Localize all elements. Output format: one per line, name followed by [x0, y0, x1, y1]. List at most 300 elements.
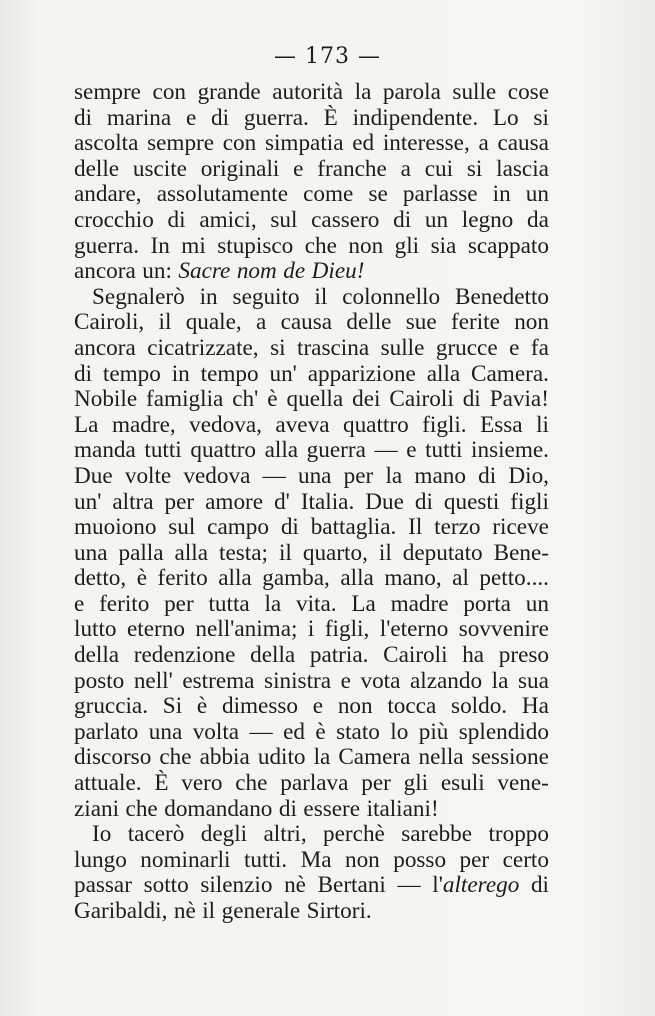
- word: delle: [74, 155, 120, 182]
- word: si: [270, 334, 286, 361]
- word: e: [509, 334, 520, 361]
- text-line: [74, 131, 549, 157]
- word: il: [158, 309, 172, 336]
- word: figli: [510, 488, 549, 515]
- word: battaglia.: [310, 514, 397, 541]
- word: sia: [430, 232, 457, 259]
- word: palla: [118, 539, 164, 566]
- word: esuli: [440, 770, 485, 797]
- word: nell'anima;: [195, 616, 298, 643]
- word: vene-: [497, 770, 549, 797]
- word: nell': [133, 667, 173, 694]
- text-line: [74, 106, 549, 132]
- word: seguito: [232, 283, 300, 310]
- text-line: [74, 771, 549, 797]
- word: ziani: [74, 795, 120, 822]
- word: dimesso: [221, 693, 298, 720]
- text-line: [74, 259, 549, 285]
- word: attuale.: [74, 770, 142, 797]
- text-line: [74, 362, 549, 388]
- word: delle: [346, 309, 392, 336]
- word: a: [478, 130, 489, 157]
- word: a: [256, 309, 267, 336]
- text-line: [74, 157, 549, 183]
- word: amici,: [199, 206, 257, 233]
- word: sarebbe: [401, 821, 473, 848]
- word: Due: [365, 488, 404, 515]
- word: come: [303, 181, 354, 208]
- word: parlato: [74, 718, 139, 745]
- word: Ma: [300, 846, 332, 873]
- word: volte: [124, 462, 172, 489]
- word: di: [74, 360, 93, 387]
- word: Si: [162, 693, 183, 720]
- word: insieme.: [471, 437, 549, 464]
- word: detto,: [74, 565, 127, 592]
- word: alla: [340, 565, 374, 592]
- word: è: [196, 693, 208, 720]
- word: nominarli: [140, 846, 231, 873]
- word: Benedetto: [454, 283, 549, 310]
- word: questi: [443, 488, 500, 515]
- text-line: [74, 797, 549, 823]
- word: l'alterego: [432, 872, 520, 899]
- word: originali: [200, 155, 280, 182]
- word: cose: [507, 79, 549, 105]
- word: non: [348, 232, 384, 259]
- word: una: [148, 718, 183, 745]
- word: cicatrizzate,: [147, 334, 259, 361]
- word: ferite: [450, 309, 500, 336]
- word: alla: [218, 565, 252, 592]
- word: La: [74, 411, 99, 438]
- word: quale,: [185, 309, 242, 336]
- word: con: [222, 130, 257, 157]
- word: tempo: [200, 360, 259, 387]
- word: È: [323, 104, 338, 131]
- word: lascia: [496, 155, 549, 182]
- word: di: [167, 206, 186, 233]
- word: La: [351, 590, 376, 617]
- word: terzo: [434, 514, 481, 541]
- word: sua: [517, 667, 549, 694]
- word: e: [74, 590, 85, 617]
- word: alzando: [409, 667, 483, 694]
- word: di: [278, 795, 297, 822]
- word: alla: [174, 539, 209, 566]
- text-line: [74, 182, 549, 208]
- word: sempre: [74, 79, 141, 105]
- word: non: [514, 309, 549, 336]
- text-line: [74, 720, 549, 746]
- word: troppo: [488, 821, 549, 848]
- word: In: [150, 232, 170, 259]
- text-line: [74, 234, 549, 260]
- word: marina: [106, 104, 172, 131]
- word: ch': [232, 386, 259, 413]
- word: manda: [74, 437, 136, 464]
- word: Cairoli: [383, 642, 448, 669]
- text-line: [74, 617, 549, 643]
- word: È: [154, 770, 169, 797]
- word: sulle: [452, 79, 497, 105]
- text-line: [74, 899, 549, 925]
- word: degli: [200, 821, 248, 848]
- word: —: [249, 718, 273, 745]
- word: quarto,: [302, 539, 368, 566]
- word: e: [406, 437, 417, 464]
- word: Dieu!: [311, 258, 365, 285]
- word: sue: [405, 309, 437, 336]
- word: de: [283, 258, 306, 285]
- word: si: [466, 155, 483, 182]
- word: sinistra: [264, 667, 332, 694]
- word: certo: [502, 846, 549, 873]
- word: stato: [336, 718, 380, 745]
- word: li: [536, 411, 549, 438]
- word: mi: [181, 232, 206, 259]
- word: —: [374, 437, 398, 464]
- word: dei: [352, 386, 381, 413]
- word: Bertani: [317, 872, 386, 899]
- word: madre: [390, 590, 449, 617]
- word: della: [74, 642, 120, 669]
- word: in: [492, 181, 511, 208]
- word: una: [297, 462, 332, 489]
- text-line: [74, 873, 549, 899]
- word: Camera: [338, 744, 411, 771]
- word: sessione: [471, 744, 549, 771]
- text-line: [74, 413, 549, 439]
- word: ancora: [74, 258, 136, 285]
- word: posso: [393, 846, 447, 873]
- word: Dio,: [508, 462, 549, 489]
- word: ferito: [157, 565, 208, 592]
- word: che: [125, 795, 158, 822]
- word: parlasse: [402, 181, 478, 208]
- word: in: [199, 283, 218, 310]
- word: Il: [408, 514, 423, 541]
- word: un:: [142, 258, 172, 285]
- word: indipendente.: [352, 104, 479, 131]
- word: a: [400, 155, 411, 182]
- word: essere: [303, 795, 361, 822]
- word: muoiono: [74, 514, 157, 541]
- word: nom: [236, 258, 277, 285]
- word: sul: [168, 514, 196, 541]
- word: alla: [426, 360, 461, 387]
- word: alla: [264, 437, 299, 464]
- word: che: [235, 770, 268, 797]
- word: soldo.: [451, 693, 508, 720]
- word: la: [313, 744, 331, 771]
- word: parola: [382, 79, 441, 105]
- word: passar: [74, 872, 132, 899]
- word: madre,: [111, 411, 176, 438]
- word: assolutamente: [156, 181, 289, 208]
- word: tutti.: [243, 846, 288, 873]
- word: scappato: [467, 232, 549, 259]
- word: in: [171, 360, 190, 387]
- word: ancora: [74, 334, 136, 361]
- word: si: [533, 104, 549, 131]
- word: la: [385, 462, 403, 489]
- word: d': [274, 488, 290, 515]
- text-line: [74, 541, 549, 567]
- word: più: [418, 718, 449, 745]
- text-line: [74, 822, 549, 848]
- word: un': [269, 360, 297, 387]
- word: figli,: [324, 616, 370, 643]
- word: —: [262, 462, 286, 489]
- word: splendido: [458, 718, 549, 745]
- word: testa;: [219, 539, 268, 566]
- word: fa: [530, 334, 549, 361]
- word: Io: [92, 821, 112, 848]
- word: Ha: [521, 693, 549, 720]
- word: che: [159, 744, 192, 771]
- word: per: [361, 770, 391, 797]
- word: e: [340, 667, 351, 694]
- word: crocchio: [74, 206, 154, 233]
- text-line: [74, 336, 549, 362]
- word: di: [530, 872, 549, 899]
- word: per: [164, 590, 194, 617]
- word: guerra.: [243, 104, 309, 131]
- word: causa: [497, 130, 549, 157]
- word: —: [397, 872, 421, 899]
- text-line: [74, 310, 549, 336]
- word: trascina: [297, 334, 370, 361]
- word: patria.: [309, 642, 369, 669]
- word: un: [525, 590, 549, 617]
- word: sulle: [380, 334, 425, 361]
- text-line: [74, 592, 549, 618]
- word: vedova,: [189, 411, 262, 438]
- word: la: [354, 79, 372, 105]
- word: di: [478, 462, 497, 489]
- word: lungo: [74, 846, 127, 873]
- word: per: [459, 846, 490, 873]
- word: non: [337, 693, 373, 720]
- word: simpatia: [264, 130, 344, 157]
- word: Essa: [480, 411, 523, 438]
- word: il: [278, 539, 292, 566]
- word: ed: [352, 130, 375, 157]
- word: gli: [403, 770, 429, 797]
- text-line: [74, 848, 549, 874]
- word: Cairoli: [389, 386, 454, 413]
- text-line: [74, 669, 549, 695]
- word: Bene-: [493, 539, 549, 566]
- word: di: [280, 514, 299, 541]
- word: campo: [207, 514, 269, 541]
- word: sul: [270, 206, 298, 233]
- word: riceve: [492, 514, 549, 541]
- word: da: [527, 206, 549, 233]
- word: silenzio: [200, 872, 273, 899]
- word: generale: [221, 898, 301, 924]
- word: vota: [360, 667, 401, 694]
- word: la: [264, 590, 282, 617]
- word: cassero: [311, 206, 380, 233]
- word: uscite: [132, 155, 187, 182]
- word: il: [314, 283, 328, 310]
- word: vero: [181, 770, 223, 797]
- word: apparizione: [307, 360, 416, 387]
- word: di: [211, 104, 230, 131]
- word: e: [293, 155, 304, 182]
- word: quattro: [342, 411, 409, 438]
- word: tacerò: [127, 821, 185, 848]
- word: nella: [418, 744, 464, 771]
- word: Nobile: [74, 386, 138, 413]
- word: perchè: [323, 821, 385, 848]
- word: Pavia!: [489, 386, 549, 413]
- word: udito: [257, 744, 306, 771]
- word: guerra: [306, 437, 366, 464]
- body-text: [74, 80, 549, 925]
- text-line: [74, 566, 549, 592]
- word: una: [74, 539, 108, 566]
- word: al: [452, 565, 469, 592]
- word: l'eterno: [379, 616, 449, 643]
- word: parlava: [280, 770, 349, 797]
- word: di: [74, 104, 93, 131]
- word: ascolta: [74, 130, 139, 157]
- text-line: [74, 643, 549, 669]
- word: non: [344, 846, 380, 873]
- word: Italia.: [300, 488, 355, 515]
- word: se: [368, 181, 388, 208]
- word: causa: [280, 309, 333, 336]
- word: un': [74, 488, 102, 515]
- word: Camera.: [471, 360, 549, 387]
- word: Cairoli,: [74, 309, 145, 336]
- word: stupisco: [217, 232, 294, 259]
- word: altra: [112, 488, 154, 515]
- word: ed: [283, 718, 305, 745]
- word: guerra.: [74, 232, 140, 259]
- word: il: [378, 539, 392, 566]
- word: è: [136, 565, 147, 592]
- word: porta: [463, 590, 511, 617]
- text-line: [74, 387, 549, 413]
- text-line: [74, 208, 549, 234]
- word: Sirtori.: [306, 898, 372, 924]
- word: della: [250, 642, 296, 669]
- text-line: [74, 464, 549, 490]
- word: che: [304, 232, 337, 259]
- word: abbia: [199, 744, 250, 771]
- word: e: [312, 693, 324, 720]
- word: la: [491, 667, 509, 694]
- text-line: [74, 80, 549, 106]
- word: vedova: [183, 462, 251, 489]
- word: e: [185, 104, 197, 131]
- word: mano,: [384, 565, 442, 592]
- word: domandano: [164, 795, 273, 822]
- word: è: [267, 386, 278, 413]
- word: franche: [317, 155, 387, 182]
- word: cui: [424, 155, 454, 182]
- word: Due: [74, 462, 113, 489]
- word: altri,: [263, 821, 307, 848]
- word: andare,: [74, 181, 142, 208]
- word: sempre: [147, 130, 215, 157]
- word: tempo: [102, 360, 161, 387]
- word: petto....: [479, 565, 549, 592]
- word: per: [164, 488, 195, 515]
- word: il: [202, 898, 216, 924]
- word: con: [152, 79, 187, 105]
- word: è: [315, 718, 326, 745]
- word: italiani!: [366, 795, 439, 822]
- word: vita.: [295, 590, 337, 617]
- word: un: [525, 181, 549, 208]
- word: grande: [197, 79, 261, 105]
- word: colonnello: [342, 283, 441, 310]
- word: lo: [390, 718, 409, 745]
- page-number: — 173 —: [274, 44, 381, 69]
- word: nè: [284, 872, 306, 899]
- text-line: [74, 285, 549, 311]
- word: tutti: [425, 437, 463, 464]
- word: quella: [286, 386, 344, 413]
- text-line: [74, 694, 549, 720]
- word: mano: [414, 462, 466, 489]
- word: Sacre: [178, 258, 231, 285]
- word: Segnalerò: [92, 283, 185, 310]
- word: famiglia: [146, 386, 224, 413]
- word: tutti: [144, 437, 182, 464]
- word: gamba,: [262, 565, 330, 592]
- text-line: [74, 515, 549, 541]
- word: un: [424, 206, 449, 233]
- word: autorità: [272, 79, 344, 105]
- word: deputato: [402, 539, 483, 566]
- word: figli.: [422, 411, 467, 438]
- word: grucce: [435, 334, 498, 361]
- text-line: [74, 438, 549, 464]
- text-line: [74, 745, 549, 771]
- word: estrema: [182, 667, 255, 694]
- word: amore: [205, 488, 264, 515]
- word: aveva: [275, 411, 330, 438]
- word: eterno: [126, 616, 185, 643]
- word: Lo: [492, 104, 519, 131]
- word: posto: [74, 667, 125, 694]
- word: nè: [173, 898, 196, 924]
- word: sovvenire: [458, 616, 549, 643]
- word: quattro: [190, 437, 257, 464]
- word: di: [393, 206, 412, 233]
- word: tocca: [387, 693, 437, 720]
- word: legno: [461, 206, 514, 233]
- text-line: [74, 490, 549, 516]
- word: sotto: [143, 872, 189, 899]
- word: per: [343, 462, 374, 489]
- word: i: [307, 616, 315, 643]
- word: discorso: [74, 744, 152, 771]
- word: preso: [498, 642, 549, 669]
- word: ha: [462, 642, 485, 669]
- word: di: [462, 386, 481, 413]
- word: lutto: [74, 616, 117, 643]
- word: volta: [192, 718, 240, 745]
- word: interesse,: [382, 130, 470, 157]
- word: redenzione: [133, 642, 236, 669]
